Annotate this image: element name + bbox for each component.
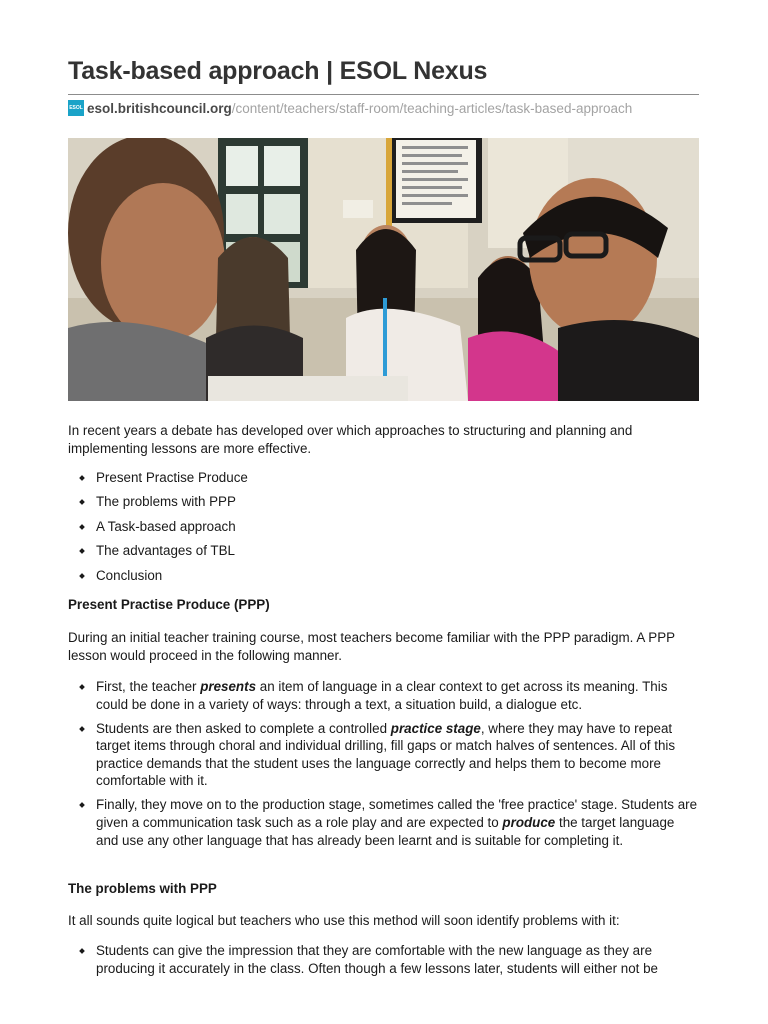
- step-text: the target language and use any other language that has already been learnt and is suitable for completing it.: [96, 814, 675, 848]
- problems-paragraph: It all sounds quite logical but teachers who use this method will soon identify problems with it:: [68, 913, 620, 928]
- section-heading-ppp: Present Practise Produce (PPP): [68, 597, 270, 612]
- classroom-photo-illustration: [68, 138, 699, 401]
- ppp-step-present: [68, 678, 700, 713]
- keyword-presents: presents: [200, 679, 257, 694]
- page-title: Task-based approach | ESOL Nexus: [68, 57, 488, 85]
- keyword-produce: produce: [502, 814, 556, 830]
- section-heading-problems: The problems with PPP: [68, 881, 217, 896]
- step-text: Finally, they move on to the production stage, sometimes called the 'free practice' stage. Students are given a communication task such as a role play and are expected to: [96, 797, 698, 830]
- contents-item[interactable]: The advantages of TBL: [68, 542, 700, 560]
- contents-list: [68, 469, 700, 591]
- title-divider: [68, 94, 699, 95]
- ppp-steps-list: [68, 678, 700, 856]
- step-text: Students are then asked to complete a controlled: [96, 720, 391, 736]
- contents-item[interactable]: Present Practise Produce: [68, 469, 700, 487]
- ppp-paragraph: During an initial teacher training course, most teachers become familiar with the PPP paradigm. A PPP lesson would proceed in the following manner.: [68, 630, 675, 663]
- esol-favicon-icon: ESOL: [68, 100, 84, 116]
- url-path[interactable]: /content/teachers/staff-room/teaching-articles/task-based-approach: [231, 100, 633, 116]
- step-text: First, the teacher: [96, 679, 201, 694]
- source-url[interactable]: [68, 99, 632, 117]
- ppp-step-produce: [68, 796, 700, 849]
- ppp-step-practice: [68, 720, 700, 790]
- step-text: an item of language in a clear context to get across its meaning. This could be done in a variety of ways: through a text, a situation build, a dialogue etc.: [96, 679, 668, 712]
- step-text: , where they may have to repeat target items through choral and individual drilling, fill gaps or match halves of sentences. All of this practice demands that the student uses the language correctly and helps them to become more comfortable with it.: [96, 720, 676, 789]
- intro-paragraph: In recent years a debate has developed over which approaches to structuring and planning and implementing lessons are more effective.: [68, 423, 633, 456]
- problem-item: Students can give the impression that they are comfortable with the new language as they are producing it accurately in the class. Often though a few lessons later, students will either not be: [68, 942, 700, 977]
- contents-item[interactable]: The problems with PPP: [68, 493, 700, 511]
- url-domain[interactable]: esol.britishcouncil.org: [87, 100, 232, 116]
- keyword-practice-stage: practice stage: [390, 720, 481, 736]
- contents-item[interactable]: Conclusion: [68, 567, 700, 585]
- hero-photo: [68, 138, 699, 401]
- contents-item[interactable]: A Task-based approach: [68, 518, 700, 536]
- problems-list: [68, 942, 700, 977]
